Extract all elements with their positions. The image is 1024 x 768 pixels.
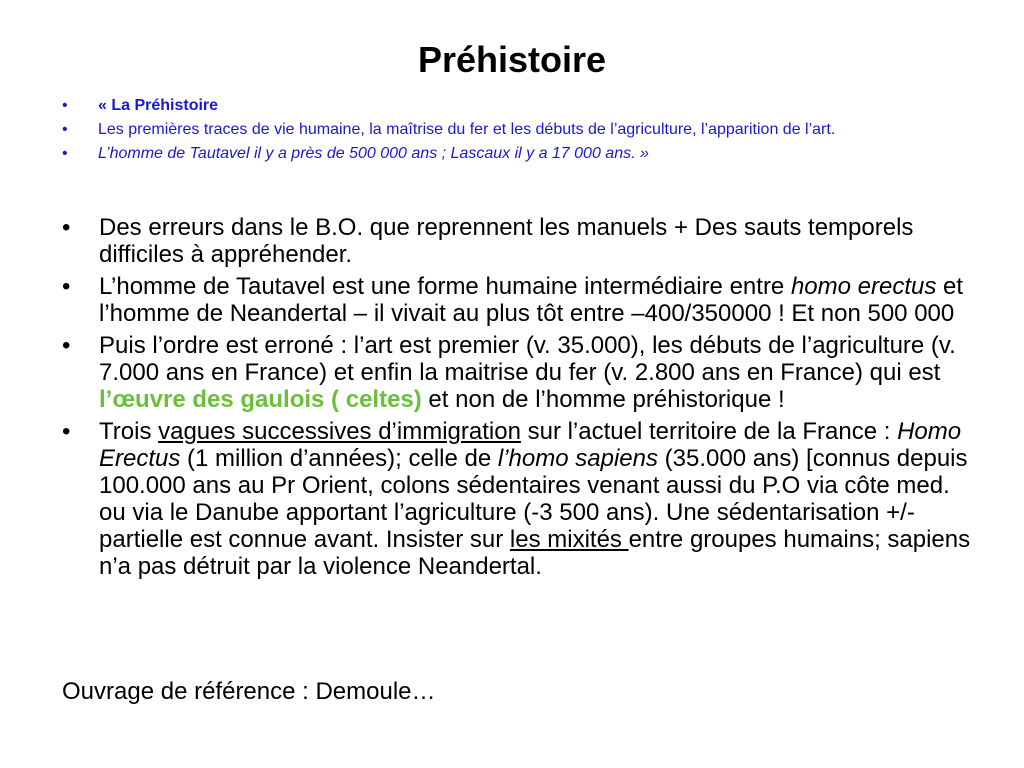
point-text-italic: homo erectus xyxy=(790,273,937,300)
bullet: • xyxy=(62,145,68,162)
point-text: entre groupes humains; sapiens n’a pas détruit par la violence Neandertal. xyxy=(99,526,971,580)
point-text-underlined: vagues successives d’immigration xyxy=(158,418,521,445)
point-text: (1 million d’années); celle de xyxy=(180,445,498,472)
point-text: Puis l’ordre est erroné : l’art est premier (v. 35.000), les débuts de l’agriculture (v. 7.000 ans en France) et enfin la maitrise du fer (v. 2.800 ans en France) qui est xyxy=(99,332,956,386)
point-text-underlined: les mixités xyxy=(509,526,629,553)
quote-text: « La Préhistoire xyxy=(98,97,219,114)
slide-title: Préhistoire xyxy=(417,39,607,80)
bullet-point-errors xyxy=(62,214,972,268)
point-text: et l’homme de Neandertal – il vivait au plus tôt entre –400/350000 ! Et non 500 000 xyxy=(99,273,964,327)
point-text: L’homme de Tautavel est une forme humaine intermédiaire entre xyxy=(99,273,791,300)
bullet: • xyxy=(62,97,68,114)
point-text-italic: l’homo sapiens xyxy=(497,445,658,472)
bullet-point-order xyxy=(62,332,972,413)
bullet: • xyxy=(62,273,71,300)
point-text-italic: Homo Erectus xyxy=(99,418,962,472)
bullet: • xyxy=(62,418,71,445)
point-text: sur l’actuel territoire de la France : xyxy=(520,418,898,445)
quote-text: Les premières traces de vie humaine, la maîtrise du fer et les débuts de l’agriculture, l’apparition de l’art. xyxy=(98,121,836,138)
bullet: • xyxy=(62,214,71,241)
point-text: Des erreurs dans le B.O. que reprennent les manuels + Des sauts temporels difficiles à appréhender. xyxy=(99,214,914,268)
point-text: Trois xyxy=(99,418,159,445)
bullet: • xyxy=(62,121,68,138)
quote-item xyxy=(62,96,962,115)
point-text: (35.000 ans) [connus depuis 100.000 ans au Pr Orient, colons sédentaires venant aussi du P.O via côte med. ou via le Danube apportant l’agriculture (-3 500 ans). Une sédentarisation +/- partielle est connue avant. Insister sur xyxy=(99,445,968,553)
reference-line: Ouvrage de référence : Demoule… xyxy=(62,678,436,705)
bullet: • xyxy=(62,332,71,359)
quote-item xyxy=(62,120,962,139)
main-bullet-list xyxy=(62,214,972,585)
point-text: et non de l’homme préhistorique ! xyxy=(421,386,785,413)
quote-text: L’homme de Tautavel il y a près de 500 000 ans ; Lascaux il y a 17 000 ans. » xyxy=(98,145,649,162)
bullet-point-immigration xyxy=(62,418,972,580)
bullet-point-tautavel xyxy=(62,273,972,327)
point-text-highlight: l’œuvre des gaulois ( celtes) xyxy=(99,386,422,413)
quote-list xyxy=(62,96,962,168)
quote-item xyxy=(62,144,962,163)
